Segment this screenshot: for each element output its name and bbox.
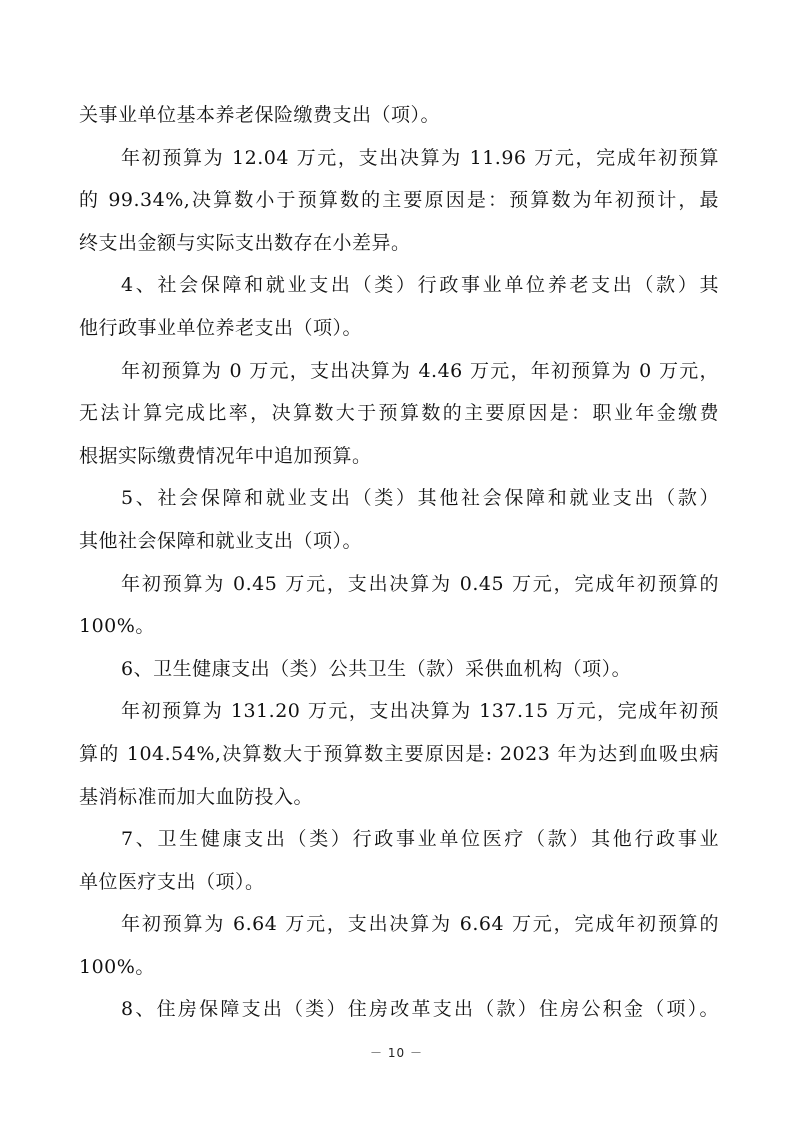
text-line: 终支出金额与实际支出数存在小差异。	[79, 231, 411, 254]
text-line: 7、卫生健康支出（类）行政事业单位医疗（款）其他行政事业	[121, 828, 719, 851]
text-line: 100%。	[79, 955, 155, 978]
text-line: 基消标准而加大血防投入。	[79, 785, 314, 808]
text-line: 年初预算为 6.64 万元，支出决算为 6.64 万元，完成年初预算的	[121, 913, 719, 936]
text-line: 8、住房保障支出（类）住房改革支出（款）住房公积金（项）。	[121, 998, 719, 1021]
text-line: 年初预算为 0 万元，支出决算为 4.46 万元，年初预算为 0 万元，	[121, 359, 719, 382]
text-line: 单位医疗支出（项）。	[79, 870, 265, 893]
body-text	[79, 94, 719, 1031]
text-line: 无法计算完成比率，决算数大于预算数的主要原因是：职业年金缴费	[79, 402, 719, 425]
text-line: 其他社会保障和就业支出（项）。	[79, 529, 363, 552]
text-line: 年初预算为 12.04 万元，支出决算为 11.96 万元，完成年初预算	[121, 146, 719, 169]
text-line: 关事业单位基本养老保险缴费支出（项）。	[79, 104, 441, 126]
text-line: 5、社会保障和就业支出（类）其他社会保障和就业支出（款）	[121, 487, 719, 510]
text-line: 4、社会保障和就业支出（类）行政事业单位养老支出（款）其	[121, 274, 719, 297]
text-line: 他行政事业单位养老支出（项）。	[79, 316, 363, 339]
page-number: － 10 －	[370, 1046, 423, 1060]
text-line: 的 99.34%,决算数小于预算数的主要原因是：预算数为年初预计，最	[79, 189, 719, 212]
text-line: 根据实际缴费情况年中追加预算。	[79, 444, 372, 467]
text-line: 年初预算为 0.45 万元，支出决算为 0.45 万元，完成年初预算的	[121, 572, 719, 595]
text-line: 算的 104.54%,决算数大于预算数主要原因是: 2023 年为达到血吸虫病	[79, 742, 719, 765]
text-line: 年初预算为 131.20 万元，支出决算为 137.15 万元，完成年初预	[121, 700, 719, 723]
text-line: 100%。	[79, 615, 155, 638]
text-line: 6、卫生健康支出（类）公共卫生（款）采供血机构（项）。	[121, 657, 632, 680]
